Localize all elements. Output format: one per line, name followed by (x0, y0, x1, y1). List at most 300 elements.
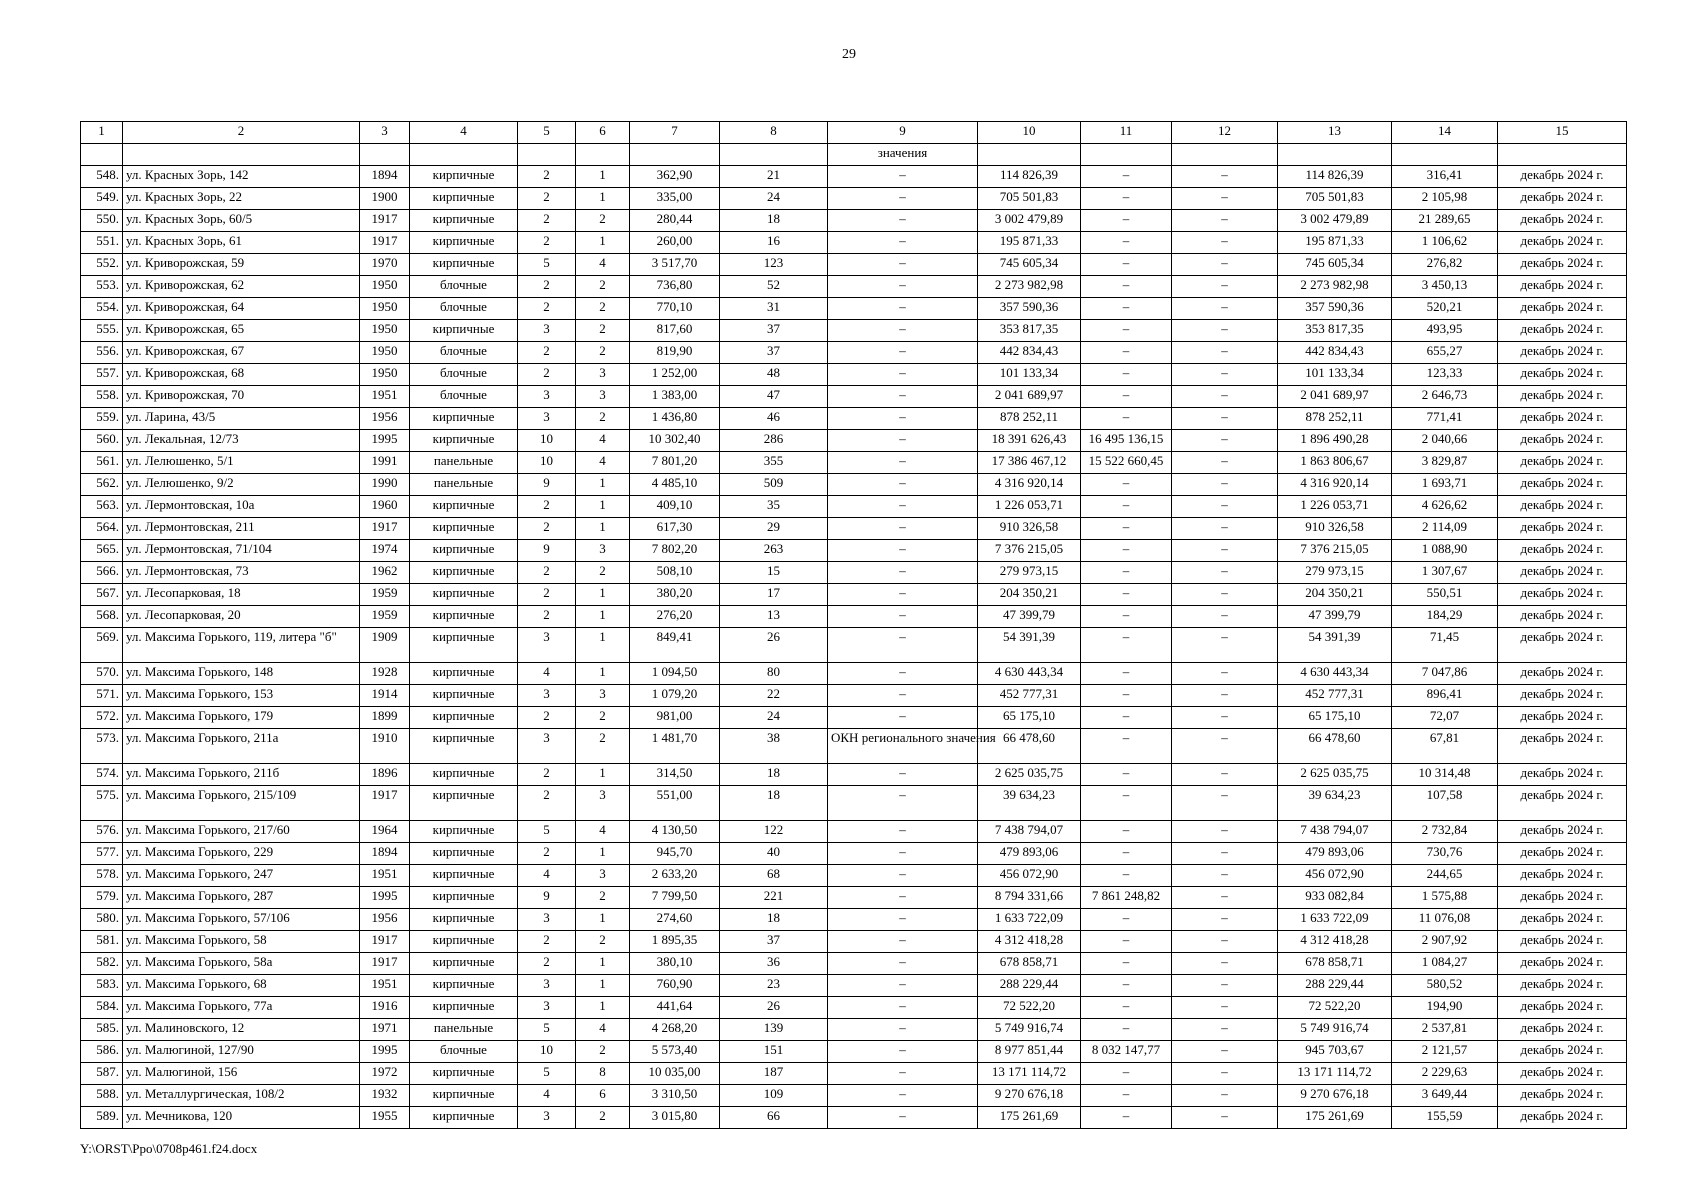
column-header: 9 (828, 122, 978, 144)
table-cell: 2 (518, 707, 576, 729)
table-cell: 221 (720, 887, 828, 909)
table-cell: – (1081, 298, 1172, 320)
table-cell: декабрь 2024 г. (1498, 843, 1627, 865)
table-cell: ул. Криворожская, 64 (123, 298, 360, 320)
table-cell: – (1081, 584, 1172, 606)
table-cell: кирпичные (410, 496, 518, 518)
table-cell: 1916 (360, 997, 410, 1019)
table-cell: 1 633 722,09 (1278, 909, 1392, 931)
table-row (81, 188, 1627, 210)
table-cell: 8 (576, 1063, 630, 1085)
table-cell: 2 273 982,98 (978, 276, 1081, 298)
table-cell: декабрь 2024 г. (1498, 685, 1627, 707)
carry-over-cell (81, 144, 123, 166)
table-cell: 1950 (360, 342, 410, 364)
table-cell: 520,21 (1392, 298, 1498, 320)
table-cell: ул. Максима Горького, 58 (123, 931, 360, 953)
table-row (81, 210, 1627, 232)
table-cell: 1 693,71 (1392, 474, 1498, 496)
table-cell: 562. (81, 474, 123, 496)
table-cell: декабрь 2024 г. (1498, 1085, 1627, 1107)
column-header: 2 (123, 122, 360, 144)
table-row (81, 606, 1627, 628)
table-cell: 456 072,90 (978, 865, 1081, 887)
table-cell: 2 (576, 276, 630, 298)
table-cell: декабрь 2024 г. (1498, 931, 1627, 953)
table-cell: ул. Максима Горького, 229 (123, 843, 360, 865)
table-cell: – (1172, 685, 1278, 707)
table-cell: 4 (576, 430, 630, 452)
table-cell: 204 350,21 (1278, 584, 1392, 606)
table-cell: 564. (81, 518, 123, 540)
table-cell: декабрь 2024 г. (1498, 210, 1627, 232)
table-cell: 579. (81, 887, 123, 909)
table-cell: ул. Лелюшенко, 5/1 (123, 452, 360, 474)
table-cell: декабрь 2024 г. (1498, 518, 1627, 540)
table-cell: 4 485,10 (630, 474, 720, 496)
table-cell: 380,20 (630, 584, 720, 606)
table-cell: 1 (576, 764, 630, 786)
table-cell: 567. (81, 584, 123, 606)
table-row (81, 997, 1627, 1019)
table-cell: 276,82 (1392, 254, 1498, 276)
table-cell: 80 (720, 663, 828, 685)
table-cell: 1955 (360, 1107, 410, 1129)
table-cell: 151 (720, 1041, 828, 1063)
table-cell: – (1081, 931, 1172, 953)
table-row (81, 865, 1627, 887)
table-cell: 72 522,20 (978, 997, 1081, 1019)
table-cell: 1991 (360, 452, 410, 474)
table-cell: 3 (518, 909, 576, 931)
table-cell: 3 517,70 (630, 254, 720, 276)
table-cell: кирпичные (410, 663, 518, 685)
table-cell: 4 (576, 452, 630, 474)
table-cell: 3 002 479,89 (1278, 210, 1392, 232)
table-row (81, 707, 1627, 729)
table-cell: декабрь 2024 г. (1498, 821, 1627, 843)
table-cell: 1995 (360, 1041, 410, 1063)
table-row (81, 663, 1627, 685)
table-cell: 1910 (360, 729, 410, 764)
table-cell: 565. (81, 540, 123, 562)
table-cell: 3 (518, 628, 576, 663)
table-cell: 4 630 443,34 (1278, 663, 1392, 685)
table-cell: 31 (720, 298, 828, 320)
table-cell: 5 749 916,74 (978, 1019, 1081, 1041)
table-cell: декабрь 2024 г. (1498, 953, 1627, 975)
table-cell: 1 079,20 (630, 685, 720, 707)
table-cell: – (1081, 562, 1172, 584)
table-cell: 576. (81, 821, 123, 843)
table-cell: 2 (518, 584, 576, 606)
table-cell: 11 076,08 (1392, 909, 1498, 931)
table-cell: кирпичные (410, 843, 518, 865)
table-cell: 2 (518, 298, 576, 320)
table-cell: 1 (576, 843, 630, 865)
table-cell: – (1081, 729, 1172, 764)
table-cell: – (1172, 276, 1278, 298)
table-cell: декабрь 2024 г. (1498, 166, 1627, 188)
table-cell: 3 649,44 (1392, 1085, 1498, 1107)
table-cell: 1917 (360, 232, 410, 254)
table-cell: 2 (518, 232, 576, 254)
table-cell: 1917 (360, 931, 410, 953)
table-cell: – (1081, 342, 1172, 364)
table-cell: декабрь 2024 г. (1498, 496, 1627, 518)
table-cell: 1970 (360, 254, 410, 276)
table-cell: 4 (518, 865, 576, 887)
table-cell: 577. (81, 843, 123, 865)
table-cell: декабрь 2024 г. (1498, 909, 1627, 931)
table-cell: 101 133,34 (1278, 364, 1392, 386)
table-cell: 1995 (360, 887, 410, 909)
table-row (81, 342, 1627, 364)
table-cell: 7 861 248,82 (1081, 887, 1172, 909)
table-cell: декабрь 2024 г. (1498, 364, 1627, 386)
table-cell: – (828, 707, 978, 729)
table-cell: – (1081, 276, 1172, 298)
table-cell: – (828, 386, 978, 408)
table-cell: 1950 (360, 276, 410, 298)
table-cell: 1928 (360, 663, 410, 685)
table-cell: 559. (81, 408, 123, 430)
table-cell: 22 (720, 685, 828, 707)
table-cell: – (1172, 584, 1278, 606)
table-row (81, 562, 1627, 584)
table-cell: – (1172, 707, 1278, 729)
carry-over-cell (1278, 144, 1392, 166)
column-header: 15 (1498, 122, 1627, 144)
table-cell: 2 229,63 (1392, 1063, 1498, 1085)
table-cell: 587. (81, 1063, 123, 1085)
table-cell: – (828, 931, 978, 953)
table-cell: 2 (518, 166, 576, 188)
table-cell: 65 175,10 (1278, 707, 1392, 729)
column-header: 12 (1172, 122, 1278, 144)
table-cell: 1 (576, 997, 630, 1019)
table-cell: 558. (81, 386, 123, 408)
table-cell: 933 082,84 (1278, 887, 1392, 909)
table-header (81, 122, 1627, 144)
table-cell: декабрь 2024 г. (1498, 188, 1627, 210)
carry-over-row (81, 144, 1627, 166)
column-header: 8 (720, 122, 828, 144)
table-cell: 2 (576, 1107, 630, 1129)
table-cell: 155,59 (1392, 1107, 1498, 1129)
table-cell: 101 133,34 (978, 364, 1081, 386)
table-cell: 204 350,21 (978, 584, 1081, 606)
table-cell: ул. Малюгиной, 127/90 (123, 1041, 360, 1063)
table-cell: 353 817,35 (978, 320, 1081, 342)
table-cell: 617,30 (630, 518, 720, 540)
table-cell: кирпичные (410, 584, 518, 606)
table-cell: ул. Криворожская, 62 (123, 276, 360, 298)
table-cell: 945,70 (630, 843, 720, 865)
table-cell: – (1172, 386, 1278, 408)
table-cell: – (828, 430, 978, 452)
table-row (81, 1063, 1627, 1085)
table-cell: – (1172, 430, 1278, 452)
table-cell: 10 035,00 (630, 1063, 720, 1085)
table-cell: 1 633 722,09 (978, 909, 1081, 931)
table-cell: 3 015,80 (630, 1107, 720, 1129)
table-cell: кирпичные (410, 909, 518, 931)
column-header: 1 (81, 122, 123, 144)
table-cell: 1 481,70 (630, 729, 720, 764)
table-cell: – (1172, 518, 1278, 540)
table-cell: – (1081, 764, 1172, 786)
table-cell: 560. (81, 430, 123, 452)
table-cell: 1959 (360, 584, 410, 606)
table-cell: 40 (720, 843, 828, 865)
table-cell: 584. (81, 997, 123, 1019)
table-cell: – (828, 188, 978, 210)
table-cell: ул. Лермонтовская, 211 (123, 518, 360, 540)
table-cell: – (1081, 821, 1172, 843)
column-header: 5 (518, 122, 576, 144)
table-cell: ул. Максима Горького, 287 (123, 887, 360, 909)
table-cell: ул. Криворожская, 65 (123, 320, 360, 342)
table-cell: ул. Максима Горького, 179 (123, 707, 360, 729)
table-cell: 3 (518, 975, 576, 997)
table-cell: 2 041 689,97 (1278, 386, 1392, 408)
table-cell: 588. (81, 1085, 123, 1107)
table-cell: 3 (576, 386, 630, 408)
table-cell: декабрь 2024 г. (1498, 584, 1627, 606)
table-cell: 1 (576, 518, 630, 540)
table-cell: 48 (720, 364, 828, 386)
table-cell: 353 817,35 (1278, 320, 1392, 342)
table-cell: ул. Лермонтовская, 10а (123, 496, 360, 518)
table-cell: 7 802,20 (630, 540, 720, 562)
table-cell: – (1172, 1063, 1278, 1085)
table-cell: 1 895,35 (630, 931, 720, 953)
table-cell: 896,41 (1392, 685, 1498, 707)
table-cell: 555. (81, 320, 123, 342)
table-row (81, 166, 1627, 188)
table-cell: 9 270 676,18 (1278, 1085, 1392, 1107)
table-cell: 47 399,79 (1278, 606, 1392, 628)
table-cell: ул. Криворожская, 59 (123, 254, 360, 276)
table-cell: декабрь 2024 г. (1498, 232, 1627, 254)
table-cell: 452 777,31 (1278, 685, 1392, 707)
table-cell: – (1081, 188, 1172, 210)
table-row (81, 786, 1627, 821)
table-row (81, 320, 1627, 342)
table-cell: кирпичные (410, 232, 518, 254)
table-cell: 21 289,65 (1392, 210, 1498, 232)
table-cell: 10 302,40 (630, 430, 720, 452)
table-cell: декабрь 2024 г. (1498, 1041, 1627, 1063)
table-cell: ул. Металлургическая, 108/2 (123, 1085, 360, 1107)
table-cell: 286 (720, 430, 828, 452)
table-cell: 1990 (360, 474, 410, 496)
table-cell: 4 130,50 (630, 821, 720, 843)
table-cell: кирпичные (410, 606, 518, 628)
table-cell: 2 (576, 707, 630, 729)
table-cell: 314,50 (630, 764, 720, 786)
table-cell: – (1081, 496, 1172, 518)
table-cell: – (1081, 707, 1172, 729)
table-cell: 288 229,44 (1278, 975, 1392, 997)
table-cell: – (828, 540, 978, 562)
table-row (81, 584, 1627, 606)
table-cell: ОКН регионального значения (828, 729, 978, 764)
table-cell: 47 399,79 (978, 606, 1081, 628)
table-cell: декабрь 2024 г. (1498, 663, 1627, 685)
table-cell: ул. Ларина, 43/5 (123, 408, 360, 430)
table-cell: ул. Максима Горького, 153 (123, 685, 360, 707)
table-cell: – (828, 1019, 978, 1041)
table-cell: 4 316 920,14 (1278, 474, 1392, 496)
table-cell: 586. (81, 1041, 123, 1063)
table-cell: ул. Малиновского, 12 (123, 1019, 360, 1041)
table-cell: декабрь 2024 г. (1498, 786, 1627, 821)
table-cell: 2 732,84 (1392, 821, 1498, 843)
table-cell: 184,29 (1392, 606, 1498, 628)
table-cell: 1914 (360, 685, 410, 707)
table-cell: 551,00 (630, 786, 720, 821)
table-cell: – (1081, 474, 1172, 496)
table-cell: 549. (81, 188, 123, 210)
file-path-footer: Y:\ORST\Ppo\0708p461.f24.docx (80, 1141, 258, 1156)
table-cell: – (1172, 166, 1278, 188)
table-cell: 1951 (360, 386, 410, 408)
table-cell: 2 (576, 408, 630, 430)
table-cell: 1917 (360, 953, 410, 975)
table-cell: – (1081, 953, 1172, 975)
table-cell: декабрь 2024 г. (1498, 1019, 1627, 1041)
table-cell: – (1172, 821, 1278, 843)
table-cell: 580,52 (1392, 975, 1498, 997)
table-row (81, 887, 1627, 909)
table-cell: 3 (576, 540, 630, 562)
table-cell: – (828, 1041, 978, 1063)
table-cell: 29 (720, 518, 828, 540)
table-cell: – (1172, 887, 1278, 909)
table-cell: – (828, 865, 978, 887)
table-cell: 568. (81, 606, 123, 628)
table-cell: 1951 (360, 865, 410, 887)
table-cell: 122 (720, 821, 828, 843)
table-cell: – (828, 1107, 978, 1129)
column-header: 7 (630, 122, 720, 144)
table-cell: декабрь 2024 г. (1498, 975, 1627, 997)
table-cell: 574. (81, 764, 123, 786)
column-header: 4 (410, 122, 518, 144)
table-cell: 1950 (360, 364, 410, 386)
table-cell: ул. Максима Горького, 77а (123, 997, 360, 1019)
table-cell: 1956 (360, 408, 410, 430)
table-cell: – (828, 975, 978, 997)
table-cell: 54 391,39 (1278, 628, 1392, 663)
table-cell: 39 634,23 (978, 786, 1081, 821)
table-cell: 7 799,50 (630, 887, 720, 909)
table-cell: декабрь 2024 г. (1498, 562, 1627, 584)
table-cell: 362,90 (630, 166, 720, 188)
table-cell: 3 (576, 685, 630, 707)
table-cell: 745 605,34 (978, 254, 1081, 276)
table-cell: 2 041 689,97 (978, 386, 1081, 408)
table-row (81, 821, 1627, 843)
table-cell: кирпичные (410, 685, 518, 707)
table-cell: 2 (576, 342, 630, 364)
table-cell: 550. (81, 210, 123, 232)
table-cell: 736,80 (630, 276, 720, 298)
table-cell: – (828, 887, 978, 909)
table-cell: 335,00 (630, 188, 720, 210)
table-cell: 3 450,13 (1392, 276, 1498, 298)
table-cell: 548. (81, 166, 123, 188)
table-cell: кирпичные (410, 764, 518, 786)
table-cell: 21 (720, 166, 828, 188)
table-row (81, 518, 1627, 540)
table-cell: 563. (81, 496, 123, 518)
table-cell: 2 (518, 276, 576, 298)
table-cell: кирпичные (410, 210, 518, 232)
table-cell: кирпичные (410, 786, 518, 821)
table-cell: – (1081, 540, 1172, 562)
carry-over-cell (1172, 144, 1278, 166)
table-cell: – (1172, 865, 1278, 887)
table-cell: 9 270 676,18 (978, 1085, 1081, 1107)
table-cell: 7 047,86 (1392, 663, 1498, 685)
table-cell: 1 383,00 (630, 386, 720, 408)
table-cell: 4 316 920,14 (978, 474, 1081, 496)
table-row (81, 1041, 1627, 1063)
table-cell: блочные (410, 342, 518, 364)
table-cell: 23 (720, 975, 828, 997)
table-row (81, 685, 1627, 707)
table-cell: кирпичные (410, 540, 518, 562)
table-cell: – (828, 1085, 978, 1107)
table-cell: 2 (518, 786, 576, 821)
table-cell: 139 (720, 1019, 828, 1041)
table-row (81, 232, 1627, 254)
table-cell: кирпичные (410, 562, 518, 584)
table-cell: 3 (518, 997, 576, 1019)
table-cell: 572. (81, 707, 123, 729)
table-cell: 2 (576, 887, 630, 909)
table-row (81, 729, 1627, 764)
table-cell: 1 863 806,67 (1278, 452, 1392, 474)
table-cell: 2 (518, 606, 576, 628)
table-cell: – (1172, 663, 1278, 685)
table-cell: 1 084,27 (1392, 953, 1498, 975)
table-cell: кирпичные (410, 887, 518, 909)
table-cell: – (1172, 931, 1278, 953)
table-row (81, 364, 1627, 386)
table-cell: 195 871,33 (978, 232, 1081, 254)
carry-over-cell (1392, 144, 1498, 166)
table-cell: ул. Максима Горького, 58а (123, 953, 360, 975)
table-cell: 585. (81, 1019, 123, 1041)
table-cell: – (828, 232, 978, 254)
table-cell: 1 (576, 188, 630, 210)
table-cell: – (1172, 729, 1278, 764)
table-cell: 16 (720, 232, 828, 254)
table-cell: – (1081, 518, 1172, 540)
table-cell: кирпичные (410, 188, 518, 210)
table-cell: 263 (720, 540, 828, 562)
table-cell: 274,60 (630, 909, 720, 931)
table-cell: 1 (576, 584, 630, 606)
table-cell: 72,07 (1392, 707, 1498, 729)
table-cell: – (1172, 1019, 1278, 1041)
table-cell: 8 977 851,44 (978, 1041, 1081, 1063)
table-cell: блочные (410, 364, 518, 386)
